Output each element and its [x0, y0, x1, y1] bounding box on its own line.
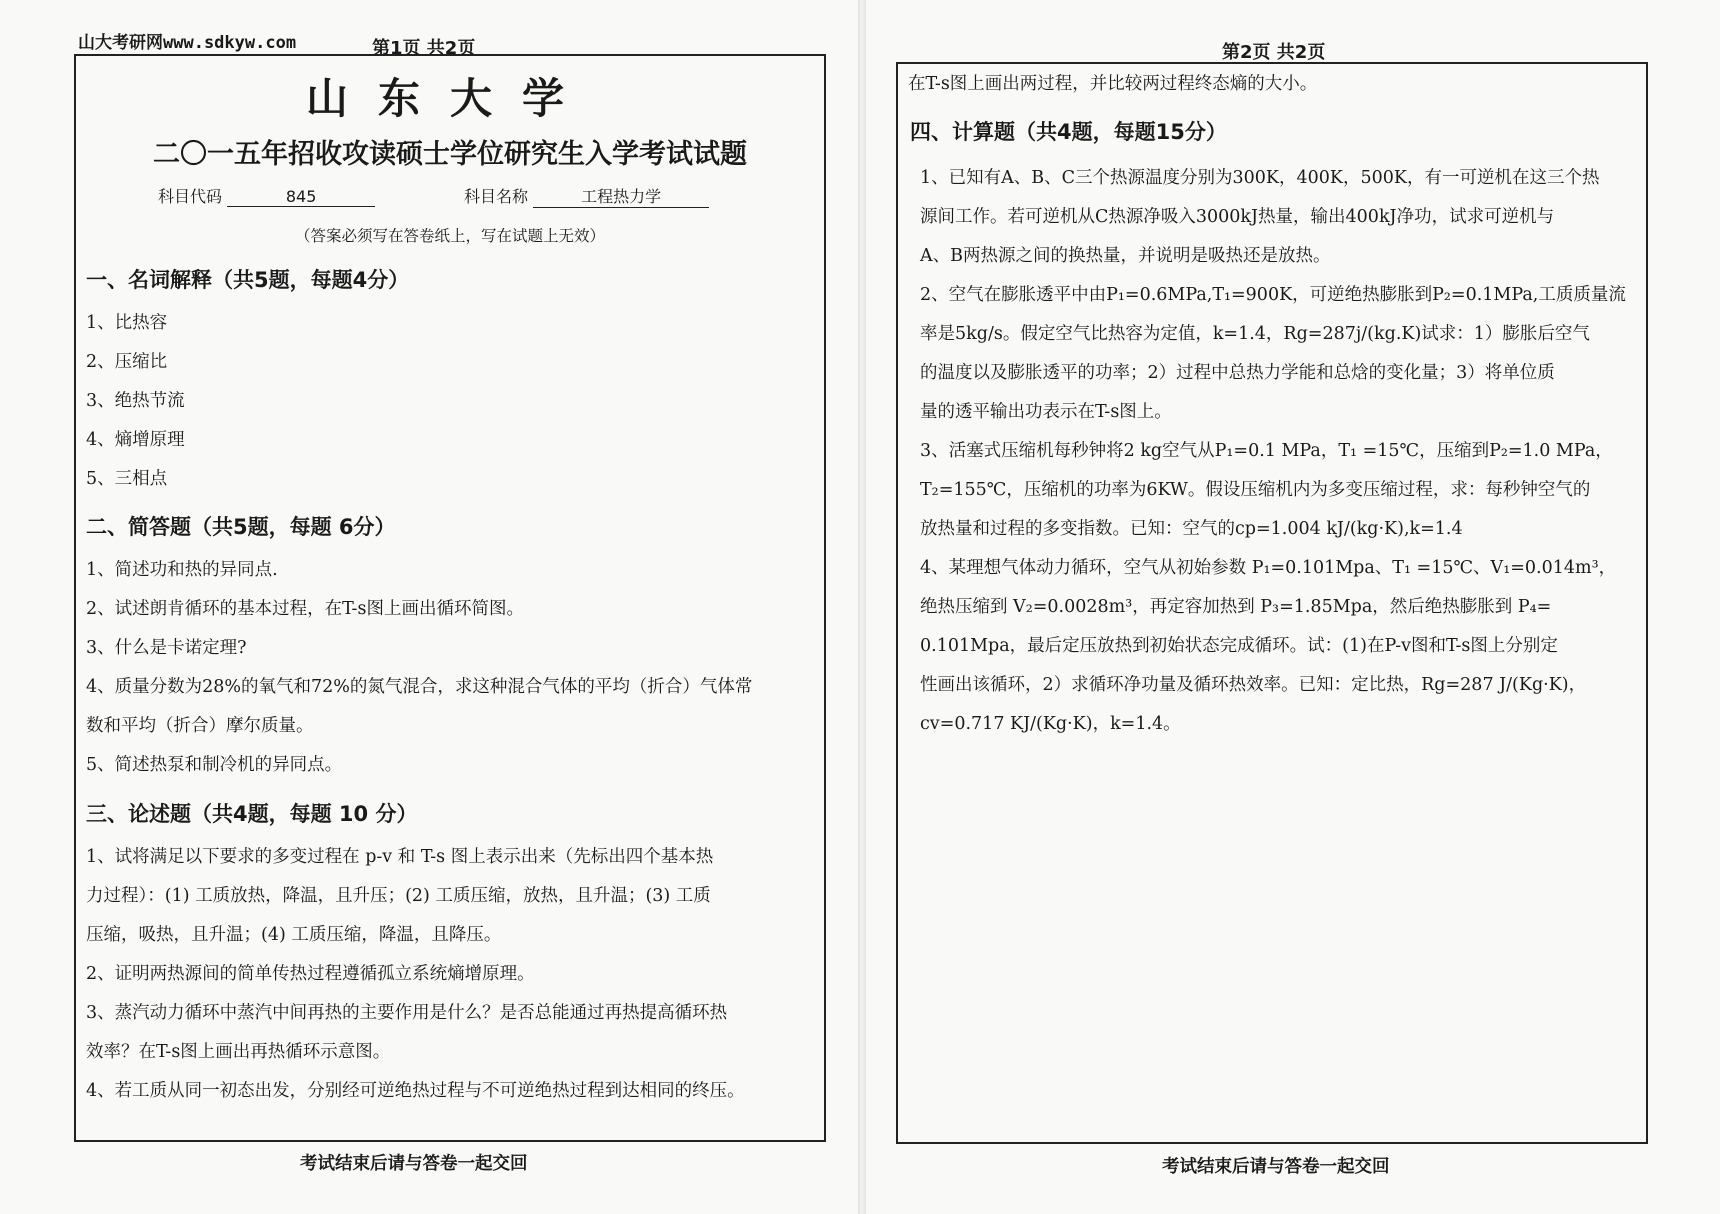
question-line: 源间工作。若可逆机从C热源净吸入3000kJ热量，输出400kJ净功，试求可逆机与: [920, 207, 1555, 227]
page-footer: 考试结束后请与答卷一起交回: [300, 1154, 528, 1174]
question-line: 量的透平输出功表示在T-s图上。: [920, 402, 1172, 422]
question-line: 3、活塞式压缩机每秒钟将2 kg空气从P₁=0.1 MPa，T₁ =15℃，压缩到P₂=1.0 MPa，: [920, 441, 1613, 461]
subject-name: 工程热力学: [533, 184, 709, 208]
university-name: 山东大学: [305, 74, 594, 123]
term-item: 1、比热容: [86, 313, 168, 333]
question-line: 力过程）：(1) 工质放热，降温，且升压；(2) 工质压缩，放热，且升温；(3) 工质: [86, 886, 711, 906]
question-line: cv=0.717 KJ/(Kg·K)，k=1.4。: [920, 714, 1181, 734]
question-line: 4、若工质从同一初态出发，分别经可逆绝热过程与不可逆绝热过程到达相同的终压。: [86, 1081, 745, 1101]
continuation-line: 在T-s图上画出两过程，并比较两过程终态熵的大小。: [908, 74, 1318, 94]
question-line: 1、已知有A、B、C三个热源温度分别为300K，400K，500K，有一可逆机在这三个热: [920, 168, 1600, 188]
section-4-title: 四、计算题（共4题，每题15分）: [910, 120, 1227, 144]
question-line: 绝热压缩到 V₂=0.0028m³，再定容加热到 P₃=1.85Mpa，然后绝热膨胀到 P₄=: [920, 597, 1552, 617]
section-1-title: 一、名词解释（共5题，每题4分）: [86, 268, 410, 292]
term-item: 4、熵增原理: [86, 430, 185, 450]
question-line: 放热量和过程的多变指数。已知：空气的cp=1.004 kJ/(kg·K),k=1.4: [920, 519, 1463, 539]
subject-code: 845: [227, 187, 375, 207]
page-2-frame: [896, 62, 1648, 1144]
question-line: 4、质量分数为28%的氧气和72%的氮气混合，求这种混合气体的平均（折合）气体常: [86, 677, 753, 697]
question-line: 0.101Mpa，最后定压放热到初始状态完成循环。试：(1)在P-v图和T-s图上分别定: [920, 636, 1558, 656]
term-item: 2、压缩比: [86, 352, 168, 372]
question-line: 2、证明两热源间的简单传热过程遵循孤立系统熵增原理。: [86, 964, 535, 984]
page-footer: 考试结束后请与答卷一起交回: [1162, 1157, 1390, 1177]
question-line: 效率？在T-s图上画出再热循环示意图。: [86, 1042, 391, 1062]
question-line: 1、简述功和热的异同点.: [86, 560, 278, 580]
question-line: 的温度以及膨胀透平的功率；2）过程中总热力学能和总焓的变化量；3）将单位质: [920, 363, 1555, 383]
exam-page-2: [866, 0, 1720, 1214]
section-2-title: 二、简答题（共5题，每题 6分）: [86, 515, 396, 539]
question-line: 2、空气在膨胀透平中由P₁=0.6MPa,T₁=900K，可逆绝热膨胀到P₂=0.1MPa,工质质量流: [920, 285, 1626, 305]
question-line: T₂=155℃，压缩机的功率为6KW。假设压缩机内为多变压缩过程，求：每秒钟空气的: [920, 480, 1591, 500]
question-line: 3、什么是卡诺定理?: [86, 638, 247, 658]
question-line: 性画出该循环，2）求循环净功量及循环热效率。已知：定比热，Rg=287 J/(Kg·K)，: [920, 675, 1587, 695]
question-line: A、B两热源之间的换热量，并说明是吸热还是放热。: [920, 246, 1331, 266]
question-line: 3、蒸汽动力循环中蒸汽中间再热的主要作用是什么？是否总能通过再热提高循环热: [86, 1003, 728, 1023]
question-line: 4、某理想气体动力循环，空气从初始参数 P₁=0.101Mpa、T₁ =15℃、V₁=0.014m³，: [920, 558, 1617, 578]
page-number: 第2页 共2页: [1222, 42, 1326, 63]
question-line: 数和平均（折合）摩尔质量。: [86, 716, 314, 736]
question-line: 2、试述朗肯循环的基本过程，在T-s图上画出循环简图。: [86, 599, 524, 619]
question-line: 1、试将满足以下要求的多变过程在 p-v 和 T-s 图上表示出来（先标出四个基本热: [86, 847, 714, 867]
site-watermark: 山大考研网www.sdkyw.com: [78, 33, 297, 53]
subject-name-label: 科目名称: [464, 187, 529, 206]
page-number: 第1页 共2页: [372, 38, 476, 59]
page-1-frame: [74, 54, 826, 1142]
exam-title: 二〇一五年招收攻读硕士学位研究生入学考试试题: [153, 139, 747, 170]
section-3-title: 三、论述题（共4题，每题 10 分）: [86, 802, 418, 826]
subject-code-label: 科目代码: [158, 187, 223, 206]
term-item: 3、绝热节流: [86, 391, 185, 411]
question-line: 率是5kg/s。假定空气比热容为定值，k=1.4，Rg=287j/(kg.K)试求：1）膨胀后空气: [920, 324, 1590, 344]
answer-note: （答案必须写在答卷纸上，写在试题上无效）: [294, 227, 605, 245]
term-item: 5、三相点: [86, 469, 168, 489]
question-line: 5、简述热泵和制冷机的异同点。: [86, 755, 343, 775]
question-line: 压缩，吸热，且升温；(4) 工质压缩，降温，且降压。: [86, 925, 502, 945]
